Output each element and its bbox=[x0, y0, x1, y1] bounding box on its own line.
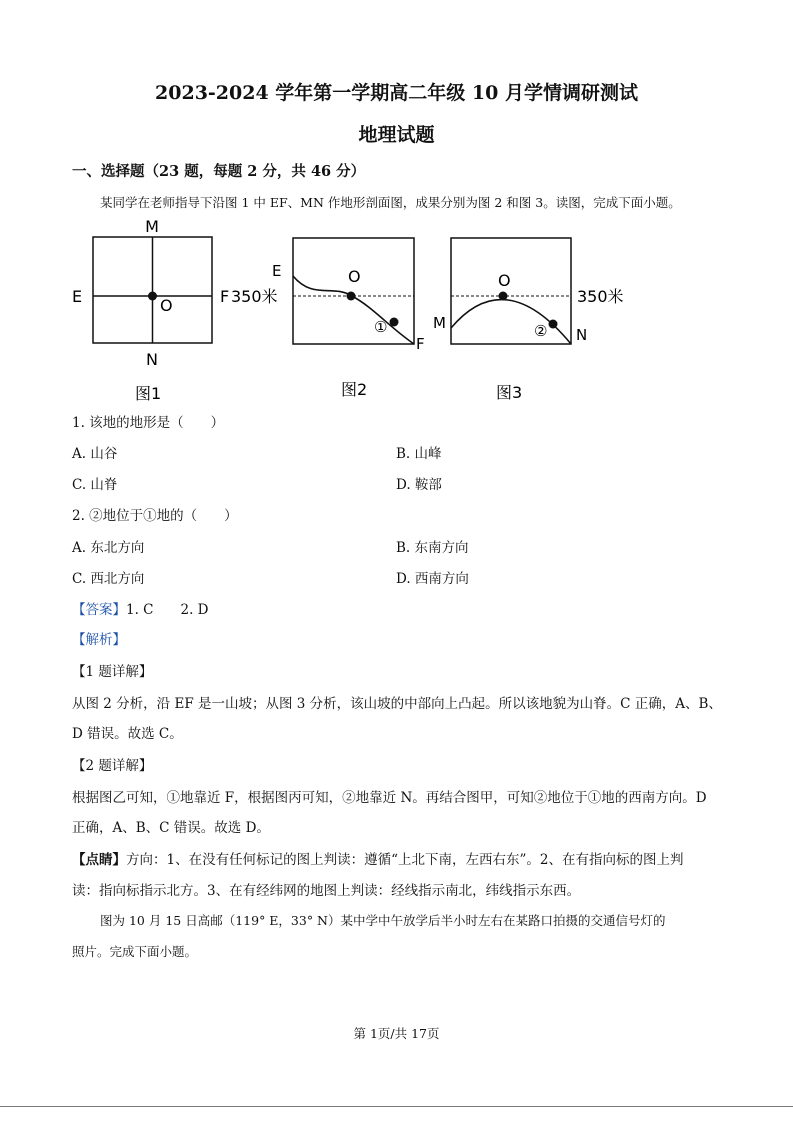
fig1-label-o: O bbox=[160, 296, 173, 315]
fig3-caption: 图3 bbox=[496, 383, 523, 402]
fig3-label-n: N bbox=[576, 326, 588, 344]
next-intro-line-2: 照片。完成下面小题。 bbox=[72, 944, 198, 959]
detail-2-line-1: 根据图乙可知，①地靠近 F，根据图丙可知，②地靠近 N。再结合图甲，可知②地位于①地的西南方向。D bbox=[72, 790, 707, 806]
question-1-option-b: B. 山峰 bbox=[396, 446, 442, 462]
fig2-label-e: E bbox=[272, 262, 282, 280]
figure-2-profile bbox=[228, 228, 428, 408]
figure-3-profile bbox=[430, 228, 630, 408]
fig2-caption: 图2 bbox=[341, 380, 368, 399]
tip-tag: 【点睛】 bbox=[72, 852, 126, 868]
fig1-label-e: E bbox=[72, 287, 83, 306]
question-2-option-a: A. 东北方向 bbox=[72, 540, 145, 556]
fig2-height-label: 350米 bbox=[231, 287, 278, 306]
answer-text: 1. C 2. D bbox=[126, 602, 209, 618]
answer-tag: 【答案】 bbox=[72, 602, 126, 618]
detail-1-line-1: 从图 2 分析，沿 EF 是一山坡；从图 3 分析，该山坡的中部向上凸起。所以该地貌为山脊。C 正确，A、B、 bbox=[72, 696, 722, 712]
page-bottom-divider bbox=[0, 1106, 793, 1107]
fig3-label-m: M bbox=[433, 314, 446, 332]
fig2-label-f: F bbox=[416, 335, 425, 353]
detail-1-heading: 【1 题详解】 bbox=[72, 664, 153, 680]
question-1-option-c: C. 山脊 bbox=[72, 477, 118, 493]
fig1-label-n: N bbox=[146, 350, 158, 369]
fig3-label-point-2: ② bbox=[534, 322, 548, 340]
question-2-stem: 2. ②地位于①地的（ ） bbox=[72, 508, 238, 524]
detail-2-line-2: 正确，A、B、C 错误。故选 D。 bbox=[72, 820, 270, 836]
page-subtitle: 地理试题 bbox=[358, 124, 435, 146]
question-2-option-c: C. 西北方向 bbox=[72, 571, 145, 587]
fig3-height-label: 350米 bbox=[577, 287, 624, 306]
tip-text-1: 方向：1、在没有任何标记的图上判读：遵循“上北下南，左西右东”。2、在有指向标的图上判 bbox=[126, 852, 684, 868]
fig1-label-m: M bbox=[145, 217, 159, 236]
question-2-option-d: D. 西南方向 bbox=[396, 571, 469, 587]
tip-line-1 bbox=[72, 848, 683, 868]
next-intro-line-1: 图为 10 月 15 日高邮（119° E，33° N）某中学中午放学后半小时左右在某路口拍摄的交通信号灯的 bbox=[100, 913, 666, 928]
fig1-caption: 图1 bbox=[135, 384, 162, 403]
fig3-label-o: O bbox=[498, 271, 511, 290]
section-heading: 一、选择题（23 题，每题 2 分，共 46 分） bbox=[72, 163, 366, 180]
question-2-option-b: B. 东南方向 bbox=[396, 540, 469, 556]
question-1-option-d: D. 鞍部 bbox=[396, 477, 442, 493]
page-footer: 第 1页/共 17页 bbox=[353, 1026, 440, 1041]
fig2-label-o: O bbox=[348, 267, 361, 286]
tip-line-2: 读：指向标指示北方。3、在有经纬网的地图上判读：经线指示南北，纬线指示东西。 bbox=[72, 883, 581, 899]
fig2-label-point-1: ① bbox=[374, 318, 388, 336]
question-1-option-a: A. 山谷 bbox=[72, 446, 118, 462]
detail-1-line-2: D 错误。故选 C。 bbox=[72, 726, 183, 742]
page-title: 2023-2024 学年第一学期高二年级 10 月学情调研测试 bbox=[155, 82, 638, 104]
question-1-stem: 1. 该地的地形是（ ） bbox=[72, 415, 225, 431]
fig1-label-f: F bbox=[220, 287, 230, 306]
analysis-tag: 【解析】 bbox=[72, 632, 126, 648]
detail-2-heading: 【2 题详解】 bbox=[72, 758, 153, 774]
answer-line bbox=[72, 598, 209, 618]
question-intro: 某同学在老师指导下沿图 1 中 EF、MN 作地形剖面图，成果分别为图 2 和图 3。读图，完成下面小题。 bbox=[100, 195, 681, 210]
